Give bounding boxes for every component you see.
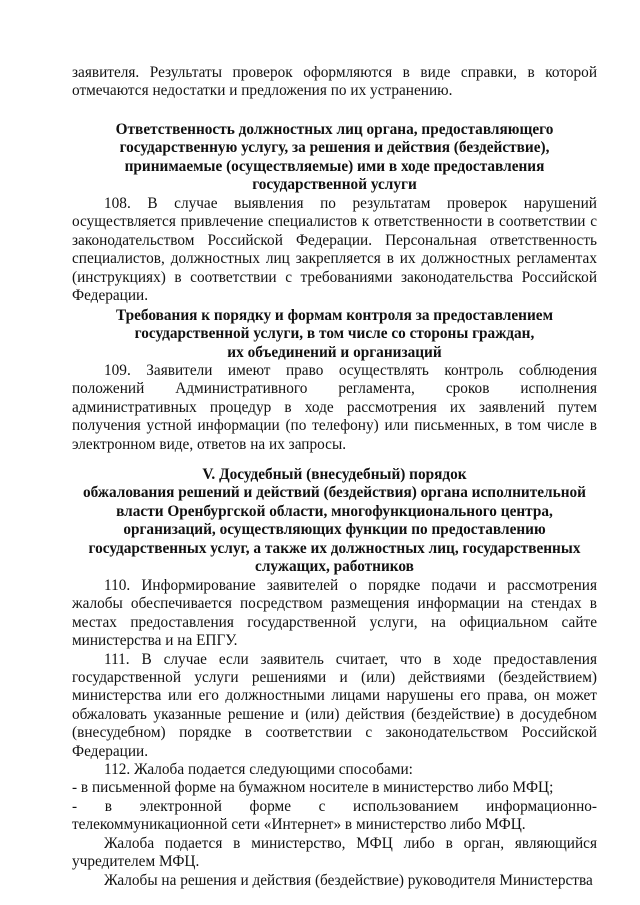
heading-responsibility [72, 121, 597, 195]
intro-block [72, 64, 597, 101]
heading-line: государственных услуг, а также их должностных лиц, государственных [88, 539, 581, 557]
heading-line: власти Оренбургской области, многофункционального центра, [116, 502, 553, 520]
heading-line: служащих, работников [255, 558, 414, 576]
paragraph-109: 109. Заявители имеют право осуществлять контроль соблюдения положений Административного регламента, сроков исполнения административных процедур в ходе рассмотрения их заявлений путем получения устной информации (по телефону) или письменных, в том числе в электронном виде, ответов на их запросы. [72, 362, 597, 453]
paragraph-complaint-head: Жалобы на решения и действия (бездействие) руководителя Министерства [104, 871, 593, 889]
paragraph-109-block [72, 362, 597, 454]
paragraph-112-item-1: - в письменной форме на бумажном носителе в министерство либо МФЦ; [72, 779, 554, 797]
paragraph-110: 110. Информирование заявителей о порядке подачи и рассмотрения жалобы обеспечивается посредством размещения информации на стендах в местах предоставления государственной услуги, на официальном сайте министерства и на ЕПГУ. [72, 577, 597, 650]
heading-line: государственной услуги [252, 176, 417, 194]
heading-line: принимаемые (осуществляемые) ими в ходе предоставления [124, 157, 545, 175]
heading-section-v [72, 466, 597, 576]
heading-line: Ответственность должностных лиц органа, предоставляющего [115, 121, 554, 138]
paragraph-112-item-2: - в электронной форме с использованием информационно-телекоммуникационной сети «Интернет» в министерство либо МФЦ. [72, 797, 597, 834]
paragraph-108-block [72, 195, 597, 305]
heading-line: Требования к порядку и формам контроля за предоставлением [115, 307, 554, 324]
heading-line: их объединений и организаций [227, 343, 442, 361]
paragraphs-110-112-block [72, 577, 597, 890]
paragraph-112: 112. Жалоба подается следующими способами: [104, 761, 413, 779]
heading-control [72, 307, 597, 362]
heading-line: обжалования решений и действий (бездействия) органа исполнительной [82, 484, 586, 502]
intro-paragraph: заявителя. Результаты проверок оформляются в виде справки, в которой отмечаются недостатки и предложения по их устранению. [72, 64, 597, 100]
heading-line: организаций, осуществляющих функции по предоставлению [123, 521, 546, 539]
paragraph-111: 111. В случае если заявитель считает, что в ходе предоставления государственной услуги решениями и (или) действиями (бездействием) министерства или его должностными лицами нарушены его права, он может обжаловать указанные решение и (или) действия (бездействие) в досудебном (внесудебном) порядке в соответствии с законодательством Российской Федерации. [72, 650, 597, 760]
heading-line: V. Досудебный (внесудебный) порядок [202, 466, 467, 483]
paragraph-complaint-filing: Жалоба подается в министерство, МФЦ либо в орган, являющийся учредителем МФЦ. [72, 834, 597, 871]
paragraph-108: 108. В случае выявления по результатам проверок нарушений осуществляется привлечение специалистов к ответственности в соответствии с законодательством Российской Федерации. Персональная ответственность специалистов, должностных лиц закрепляется в их должностных регламентах (инструкциях) в соответствии с требованиями законодательства Российской Федерации. [72, 195, 597, 305]
heading-line: государственной услуги, в том числе со стороны граждан, [134, 325, 535, 343]
heading-line: государственную услугу, за решения и действия (бездействие), [119, 139, 550, 157]
